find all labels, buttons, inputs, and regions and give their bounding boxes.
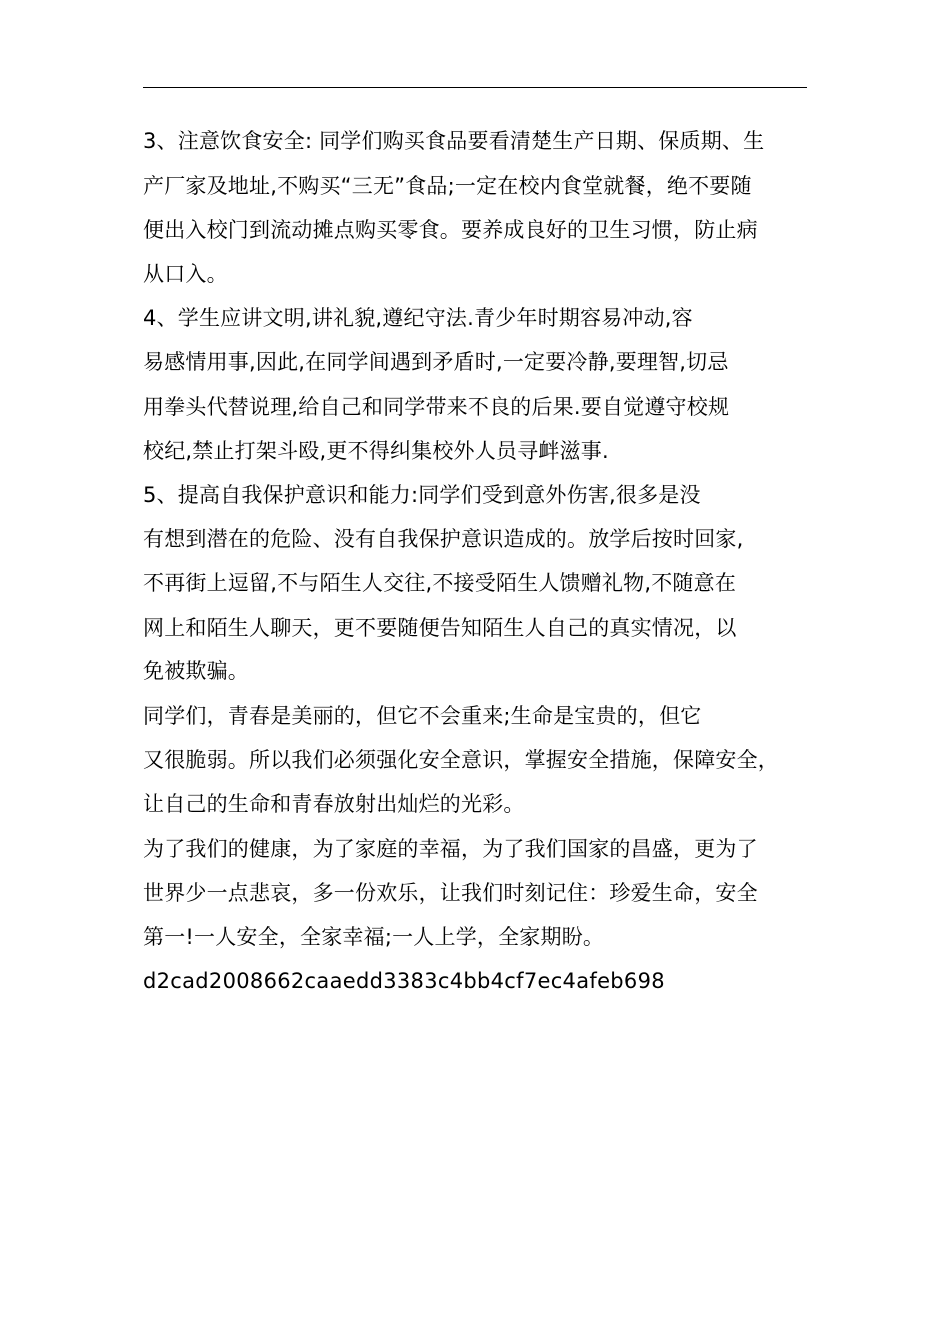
text-line: 3、注意饮食安全: 同学们购买食品要看清楚生产日期、保质期、生 [143,129,765,153]
text-line: 让自己的生命和青春放射出灿烂的光彩。 [143,792,525,816]
text-line: 网上和陌生人聊天，更不要随便告知陌生人自己的真实情况，以 [143,616,737,640]
text-line: 同学们，青春是美丽的，但它不会重来;生命是宝贵的，但它 [143,704,702,728]
text-line: 用拳头代替说理,给自己和同学带来不良的后果.要自觉遵守校规 [143,395,730,419]
text-line: 产厂家及地址,不购买“三无”食品;一定在校内食堂就餐，绝不要随 [143,174,752,198]
text-line: 不再街上逗留,不与陌生人交往,不接受陌生人馈赠礼物,不随意在 [143,571,737,595]
text-line: 为了我们的健康，为了家庭的幸福，为了我们国家的昌盛，更为了 [143,837,758,861]
text-line: 便出入校门到流动摊点购买零食。要养成良好的卫生习惯，防止病 [143,218,758,242]
text-line: 5、提高自我保护意识和能力:同学们受到意外伤害,很多是没 [143,483,701,507]
text-line: 从口入。 [143,262,228,286]
text-line: 校纪,禁止打架斗殴,更不得纠集校外人员寻衅滋事. [143,439,609,463]
document-hash: d2cad2008662caaedd3383c4bb4cf7ec4afeb698 [143,969,665,993]
text-line: 易感情用事,因此,在同学间遇到矛盾时,一定要冷静,要理智,切忌 [143,350,729,374]
text-line: 又很脆弱。所以我们必须强化安全意识，掌握安全措施，保障安全， [143,748,779,772]
text-line: 第一!一人安全，全家幸福;一人上学，全家期盼。 [143,925,605,949]
text-line: 有想到潜在的危险、没有自我保护意识造成的。放学后按时回家, [143,527,744,551]
text-line: 免被欺骗。 [143,659,249,683]
text-line: 世界少一点悲哀，多一份欢乐，让我们时刻记住：珍爱生命，安全 [143,881,758,905]
text-line: 4、学生应讲文明,讲礼貌,遵纪守法.青少年时期容易冲动,容 [143,306,693,330]
